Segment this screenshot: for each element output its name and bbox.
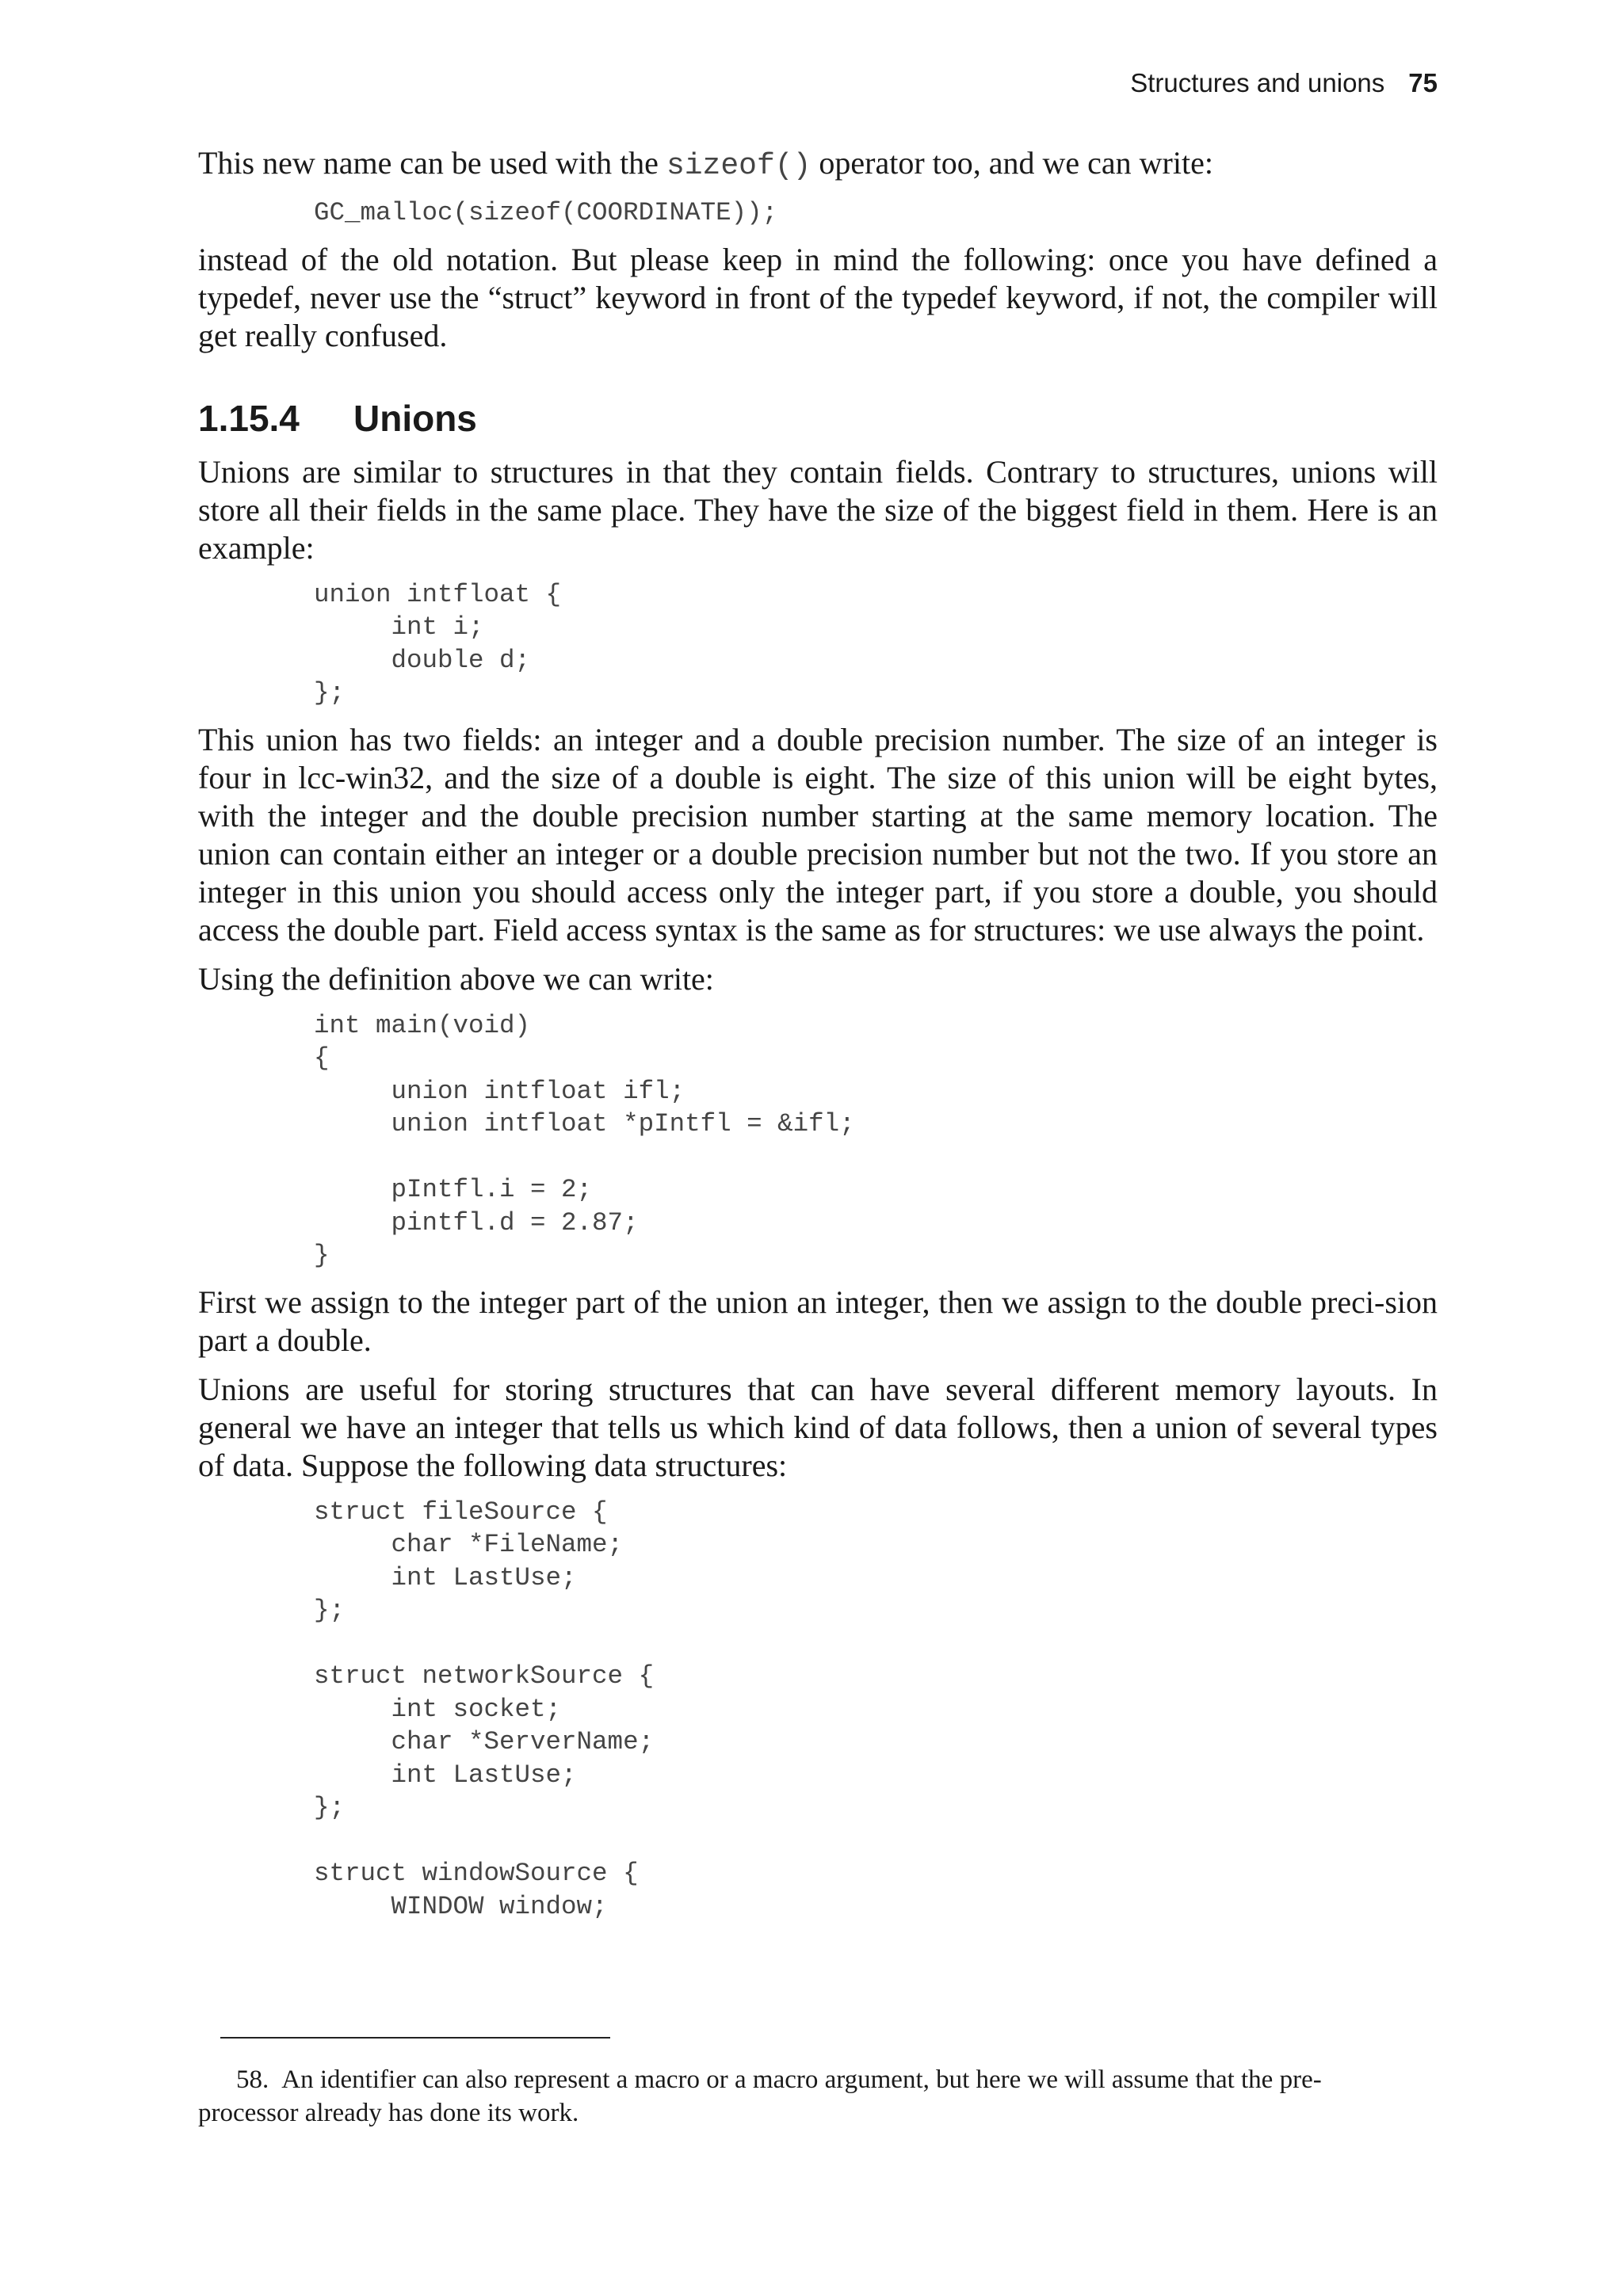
main-content bbox=[198, 144, 1438, 1934]
paragraph-text: operator too, and we can write: bbox=[811, 145, 1213, 181]
section-number: 1.15.4 bbox=[198, 397, 300, 439]
paragraph-using-definition: Using the definition above we can write: bbox=[198, 960, 714, 997]
section-heading bbox=[198, 396, 1438, 441]
code-block-structs: struct fileSource { char *FileName; int LastUse; }; struct networkSource { int socket; char *ServerName; int LastUse; }; struct windowSource { WINDOW window; bbox=[314, 1497, 655, 1921]
paragraph-union-explanation: This union has two fields: an integer and a double precision number. The size of an integer is four in lcc-win32, and the size of a double is eight. The size of this union will be eight bytes, with the integer and the double precision number starting at the same memory location. The union can contain either an integer or a double precision number but not the two. If you store an integer in this union you should access only the integer part, if you store a double, you should access the double part. Field access syntax is the same as for structures: we use always the point. bbox=[198, 721, 1438, 948]
footnote-divider bbox=[220, 2037, 610, 2039]
paragraph-sizeof bbox=[198, 144, 1438, 185]
footnote-text: An identifier can also represent a macro or a macro argument, but here we will assume that the pre-processor already has done its work. bbox=[198, 2065, 1322, 2127]
paragraph-typedef-note: instead of the old notation. But please keep in mind the following: once you have defined a typedef, never use the “struct” keyword in front of the typedef keyword, if not, the compiler will get really confused. bbox=[198, 241, 1438, 353]
paragraph-text: This new name can be used with the bbox=[198, 145, 666, 181]
paragraph-unions-useful: Unions are useful for storing structures that can have several different memory layouts. In general we have an integer that tells us which kind of data follows, then a union of several types of data. Suppose the following data structures: bbox=[198, 1371, 1438, 1483]
footnote bbox=[198, 2063, 1403, 2130]
page-number: 75 bbox=[1408, 68, 1438, 97]
code-block-union: union intfloat { int i; double d; }; bbox=[314, 579, 562, 707]
running-header bbox=[1130, 68, 1438, 98]
section-title: Unions bbox=[353, 397, 477, 439]
inline-code: sizeof() bbox=[666, 149, 812, 183]
code-block-main: int main(void) { union intfloat ifl; union intfloat *pIntfl = &ifl; pIntfl.i = 2; pintfl.d = 2.87; } bbox=[314, 1010, 855, 1270]
paragraph-unions-intro: Unions are similar to structures in that they contain fields. Contrary to structures, unions will store all their fields in the same place. They have the size of the biggest field in them. Here is an example: bbox=[198, 453, 1438, 566]
code-block-malloc: GC_malloc(sizeof(COORDINATE)); bbox=[314, 198, 778, 227]
chapter-title: Structures and unions bbox=[1130, 68, 1385, 97]
footnote-number: 58. bbox=[236, 2065, 269, 2094]
paragraph-assign: First we assign to the integer part of the union an integer, then we assign to the double preci-sion part a double. bbox=[198, 1283, 1438, 1358]
